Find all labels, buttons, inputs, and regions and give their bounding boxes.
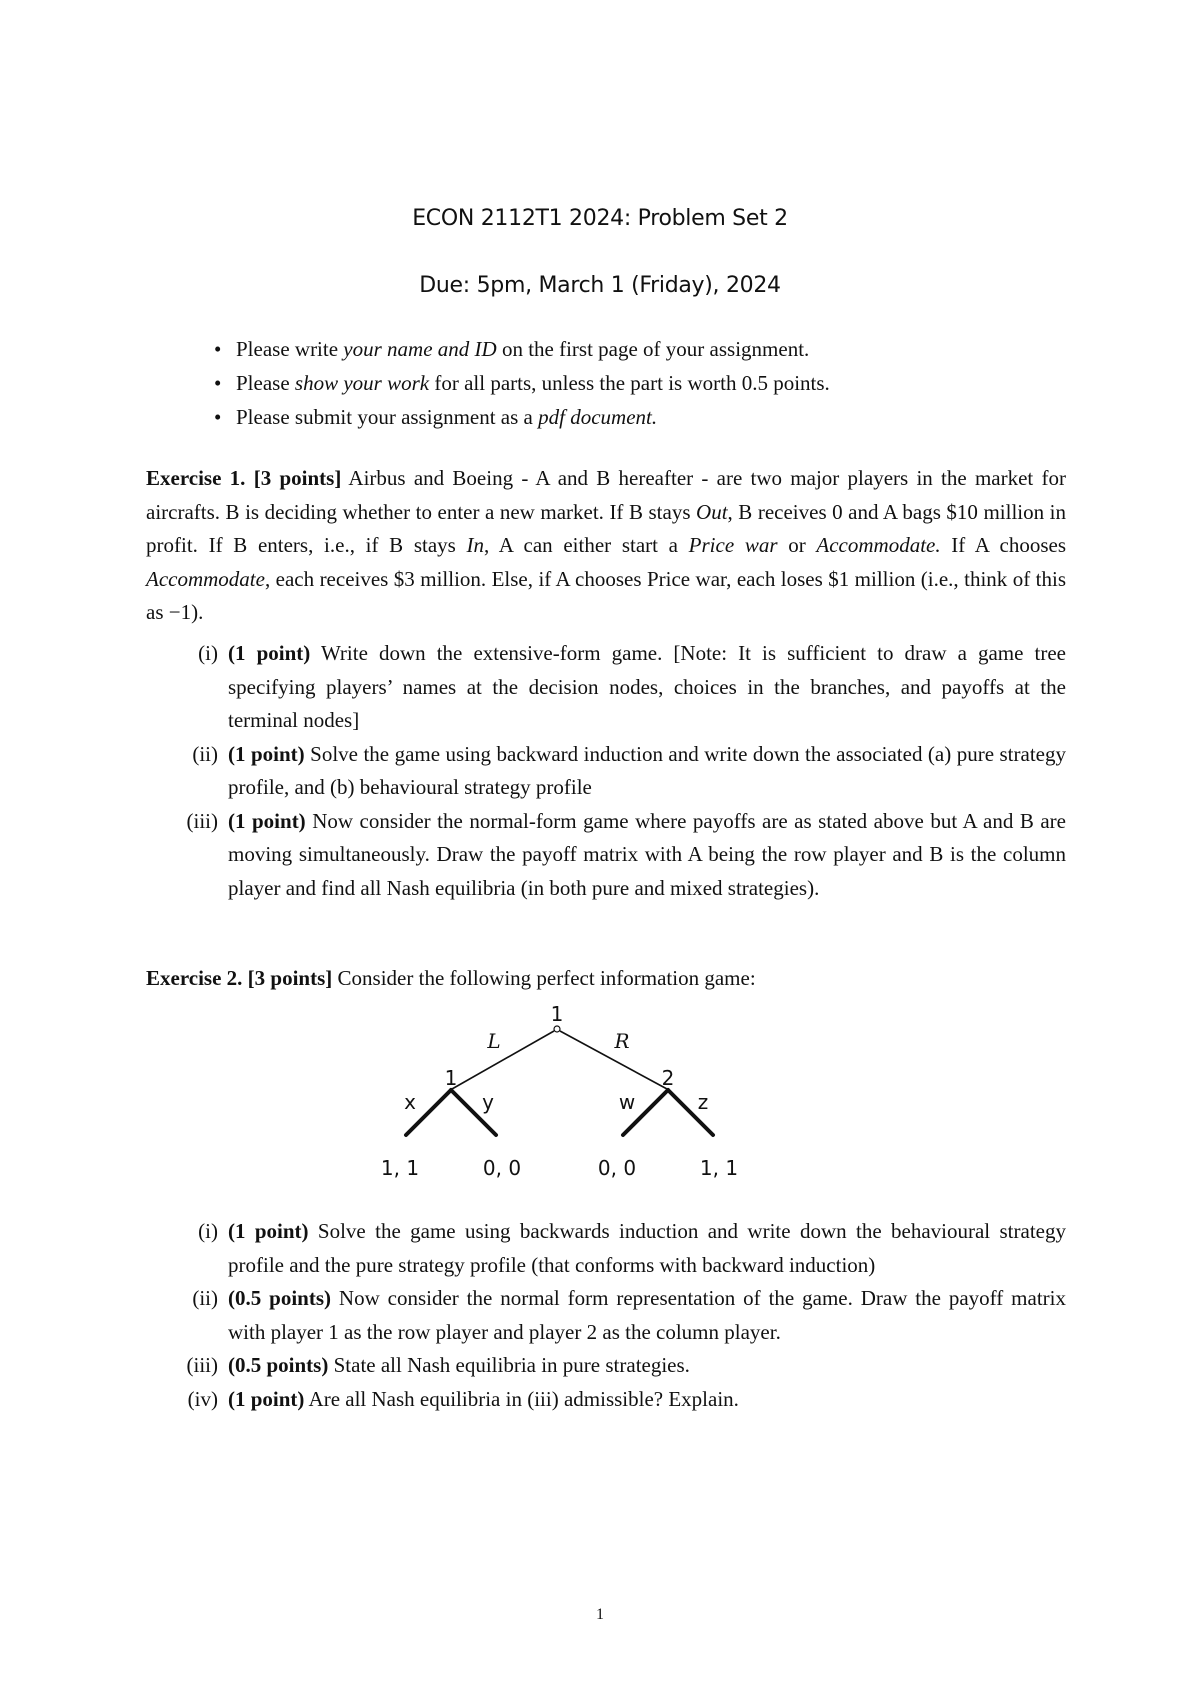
branch-l-label: L bbox=[487, 1029, 501, 1053]
payoff-wr: 0, 0 bbox=[597, 1156, 637, 1180]
root-node bbox=[554, 1026, 560, 1032]
exercise-part: (i) (1 point) Solve the game using backwards induction and write down the behavioural strategy profile and the pure strategy profile (that conforms with backward induction) bbox=[198, 1219, 1066, 1277]
bullet-icon: • bbox=[214, 337, 222, 361]
instruction-item: • Please submit your assignment as a pdf document. bbox=[214, 400, 1074, 434]
exercise-part: (iv) (1 point) Are all Nash equilibria in (iii) admissible? Explain. bbox=[187, 1386, 739, 1411]
exercise-2-statement: Exercise 2. [3 points] Consider the following perfect information game: bbox=[146, 966, 756, 990]
game-tree-diagram bbox=[380, 995, 820, 1185]
payoff-xl: 1, 1 bbox=[380, 1156, 420, 1180]
branch-l bbox=[452, 1031, 554, 1089]
right-node-player-label: 2 bbox=[661, 1066, 675, 1090]
page-number: 1 bbox=[596, 1606, 604, 1623]
exercise-1-points: [3 points] bbox=[253, 466, 342, 490]
exercise-part: (i) (1 point) Write down the extensive-form game. [Note: It is sufficient to draw a game tree specifying players’ names at the decision nodes, choices in the branches, and payoffs at the terminal nodes] bbox=[198, 641, 1066, 732]
document-title: ECON 2112T1 2024: Problem Set 2 bbox=[412, 206, 788, 231]
payoff-zr: 1, 1 bbox=[699, 1156, 739, 1180]
exercise-2-label: Exercise 2. bbox=[146, 966, 243, 990]
branch-r-label: R bbox=[614, 1029, 630, 1053]
exercise-1-parts bbox=[146, 637, 1066, 905]
root-player-label: 1 bbox=[550, 1002, 564, 1026]
left-node-player-label: 1 bbox=[444, 1066, 458, 1090]
action-y-label: y bbox=[482, 1090, 494, 1114]
exercise-part: (iii) (1 point) Now consider the normal-form game where payoffs are as stated above but A and B are moving simultaneously. Draw the payoff matrix with A being the row player and B is the column player and find all Nash equilibria (in both pure and mixed strategies). bbox=[186, 808, 1066, 900]
payoff-yl: 0, 0 bbox=[482, 1156, 522, 1180]
instructions-list bbox=[214, 332, 1074, 434]
bullet-icon: • bbox=[214, 371, 222, 395]
exercise-1-statement: Exercise 1. [3 points] Airbus and Boeing - A and B hereafter - are two major players in the market for aircrafts. B is deciding whether to enter a new market. If B stays Out, B receives 0 and A bags $10 million in profit. If B enters, i.e., if B stays In, A can either start a Price war or Accommodate. If A chooses Accommodate, each receives $3 million. Else, if A chooses Price war, each loses $1 million (i.e., think of this as −1). bbox=[146, 466, 1066, 624]
exercise-2-parts bbox=[146, 1215, 1066, 1416]
action-w-label: w bbox=[618, 1090, 636, 1114]
exercise-part: (iii) (0.5 points) State all Nash equilibria in pure strategies. bbox=[186, 1353, 690, 1377]
action-x-label: x bbox=[404, 1090, 416, 1114]
due-date: Due: 5pm, March 1 (Friday), 2024 bbox=[419, 273, 781, 298]
bullet-icon: • bbox=[214, 405, 222, 429]
exercise-2-points: [3 points] bbox=[247, 966, 333, 990]
exercise-part: (ii) (1 point) Solve the game using backward induction and write down the associated (a) pure strategy profile, and (b) behavioural strategy profile bbox=[192, 741, 1066, 799]
instruction-item: • Please write your name and ID on the first page of your assignment. bbox=[214, 332, 1074, 366]
action-z-label: z bbox=[697, 1090, 709, 1114]
exercise-1-label: Exercise 1. bbox=[146, 466, 246, 490]
exercise-part: (ii) (0.5 points) Now consider the normal form representation of the game. Draw the payoff matrix with player 1 as the row player and player 2 as the column player. bbox=[192, 1286, 1066, 1344]
instruction-item: • Please show your work for all parts, unless the part is worth 0.5 points. bbox=[214, 366, 1074, 400]
